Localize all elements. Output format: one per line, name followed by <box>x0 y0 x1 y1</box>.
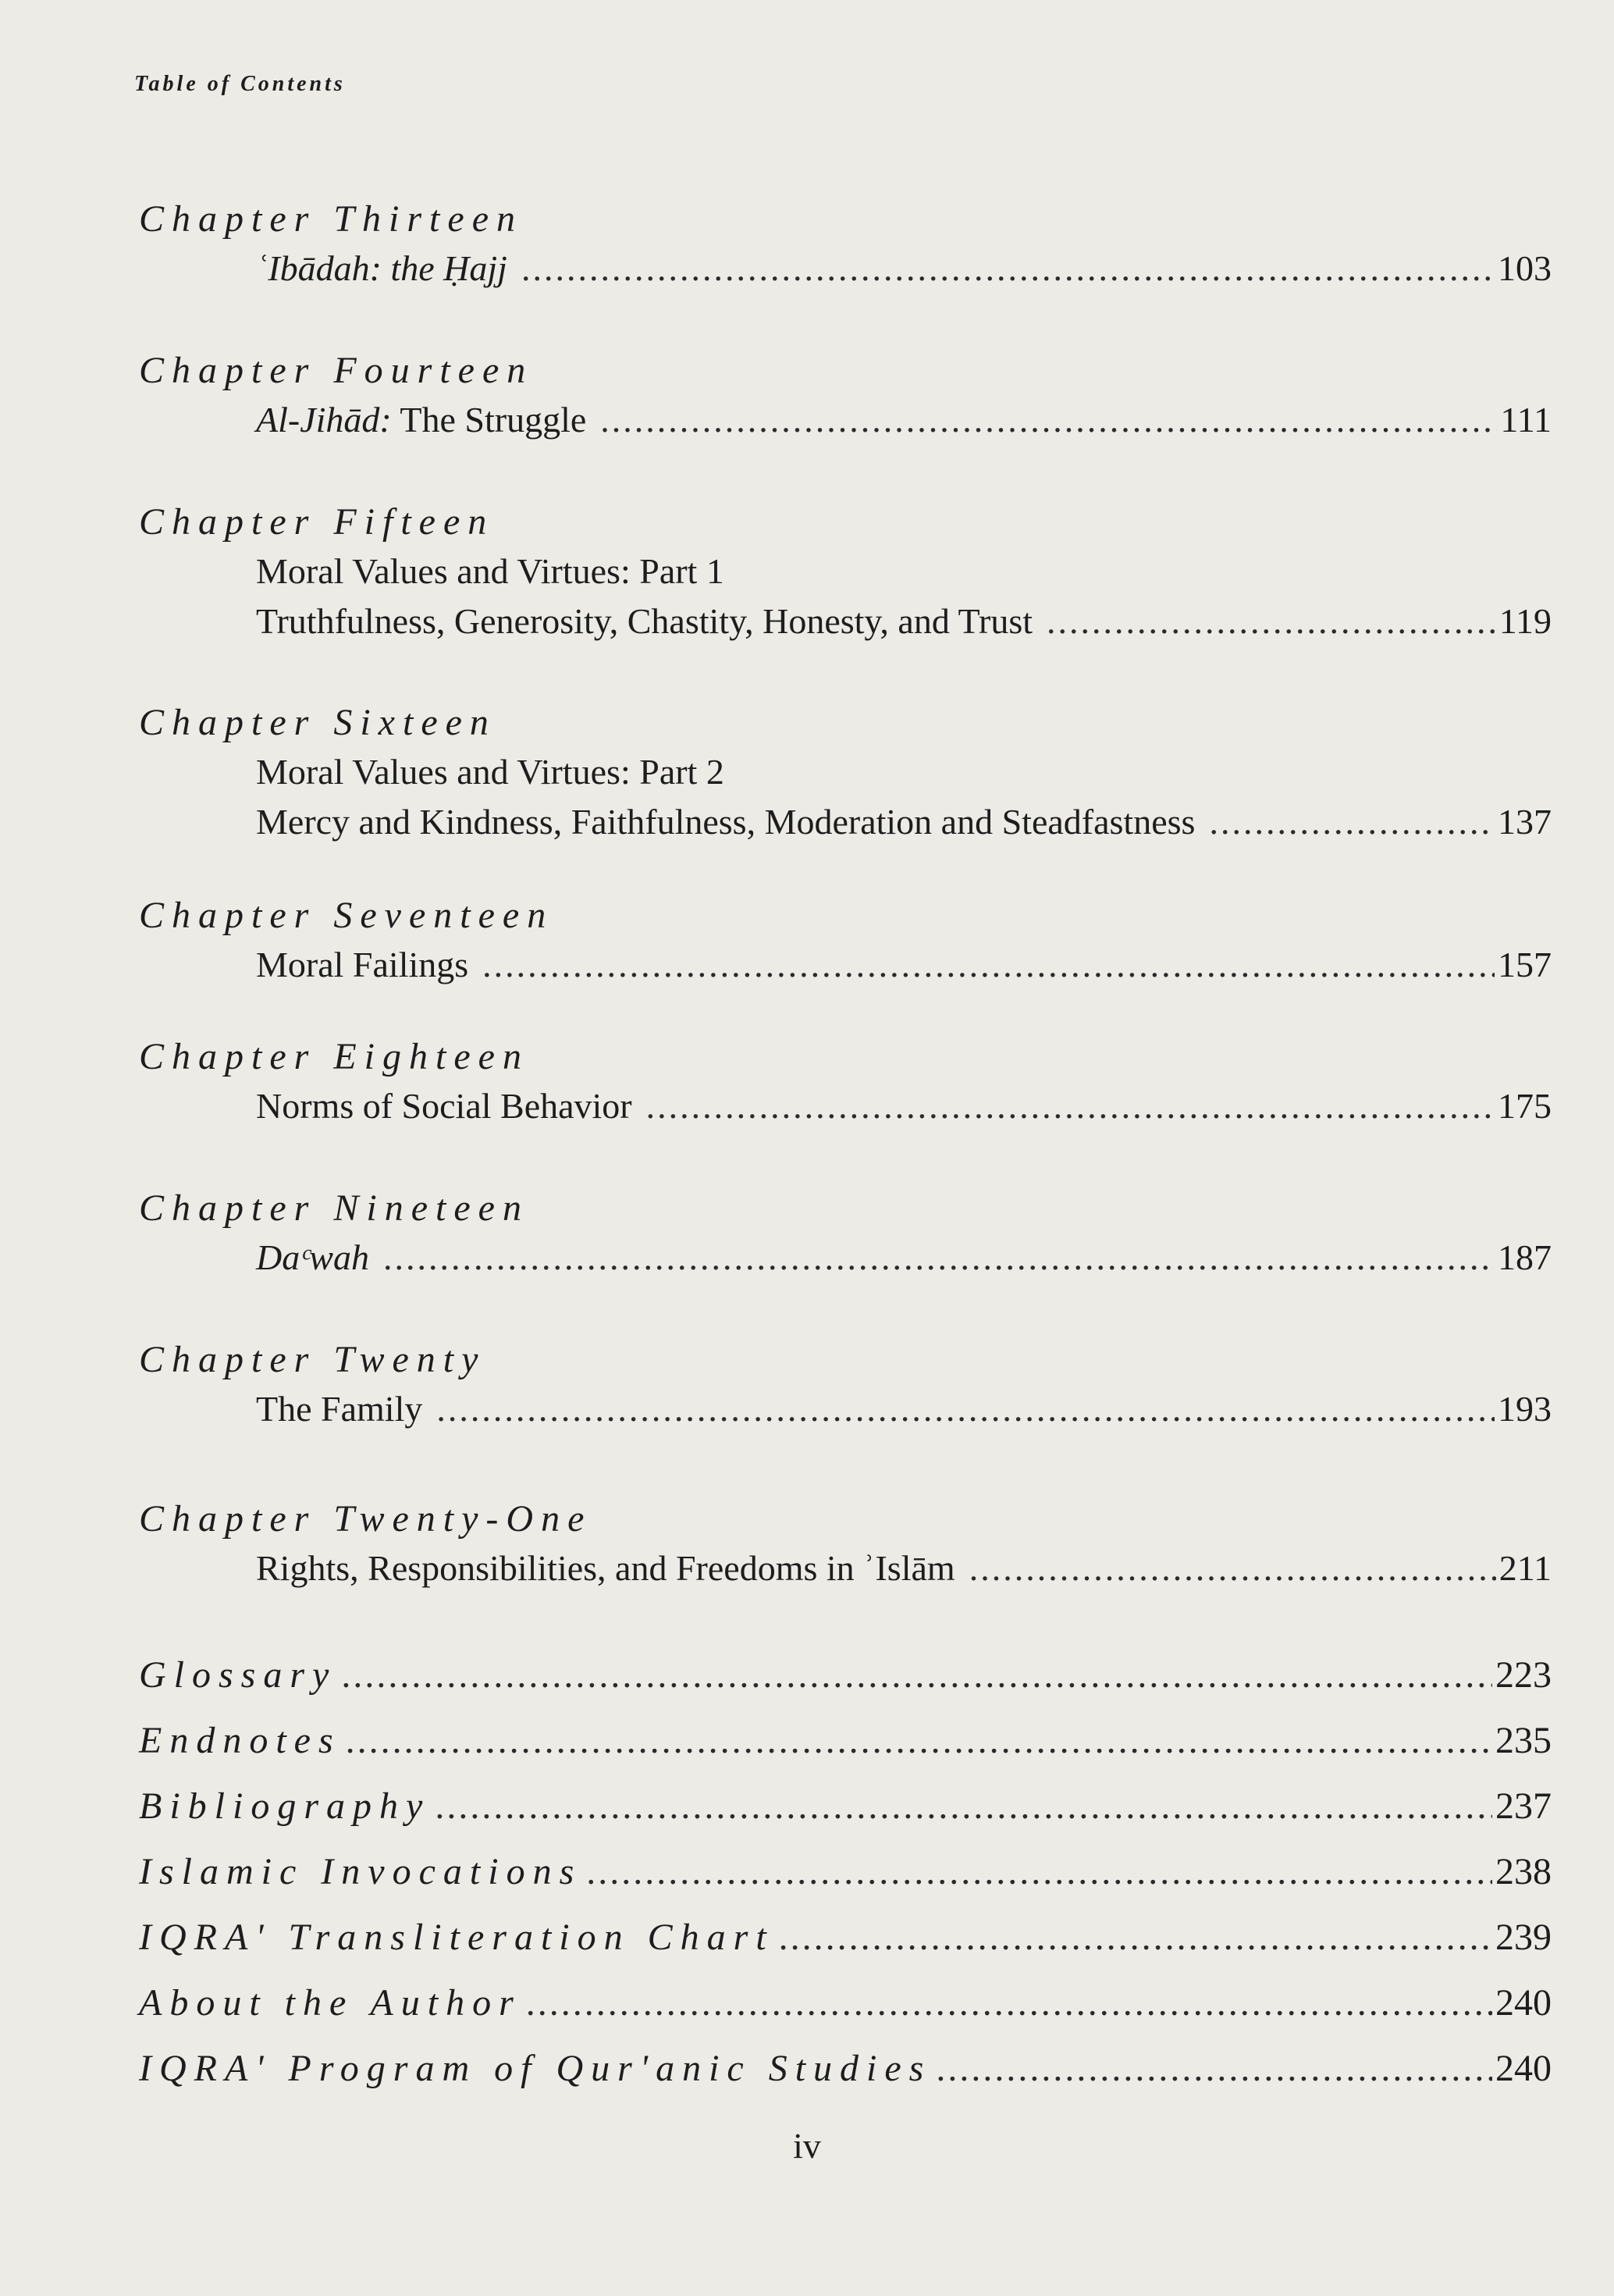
dot-leader <box>600 395 1497 445</box>
page-number: 237 <box>1495 1785 1552 1827</box>
chapter-18 <box>139 1033 1552 1131</box>
toc-entry-subtitle <box>256 747 1552 797</box>
chapter-19 <box>139 1184 1552 1283</box>
entry-title: IQRA' Transliteration Chart <box>139 1917 774 1958</box>
entry-title: Rights, Responsibilities, and Freedoms in ʾIslām <box>256 1548 955 1588</box>
dot-leader <box>482 940 1495 990</box>
toc-entry-about-author[interactable] <box>139 1981 1552 2047</box>
chapter-label: Chapter Eighteen <box>139 1036 529 1077</box>
toc-entry[interactable] <box>256 797 1552 847</box>
entry-title: Mercy and Kindness, Faithfulness, Moderation and Steadfastness <box>256 802 1196 842</box>
chapter-label: Chapter Fourteen <box>139 350 534 391</box>
toc-entry[interactable] <box>256 395 1552 445</box>
page-number: 111 <box>1500 400 1552 440</box>
page-number: 137 <box>1498 802 1552 842</box>
entry-title: Glossary <box>139 1654 337 1696</box>
entry-title: Norms of Social Behavior <box>256 1086 632 1126</box>
page-number: 239 <box>1495 1917 1552 1958</box>
chapter-14 <box>139 347 1552 445</box>
page-number: 240 <box>1495 1982 1552 2024</box>
chapter-label: Chapter Twenty <box>139 1339 486 1380</box>
page-number: 157 <box>1498 945 1552 984</box>
toc-entry[interactable] <box>256 940 1552 990</box>
toc-entry[interactable] <box>256 1233 1552 1283</box>
chapter-label: Chapter Thirteen <box>139 198 523 240</box>
dot-leader <box>646 1081 1495 1131</box>
page-folio: iv <box>793 2126 821 2166</box>
dot-leader <box>936 2047 1492 2090</box>
page-number: 103 <box>1498 248 1552 288</box>
entry-title: Bibliography <box>139 1785 431 1827</box>
page-number: 238 <box>1495 1851 1552 1892</box>
toc-entry-transliteration[interactable] <box>139 1916 1552 1981</box>
dot-leader <box>383 1233 1495 1283</box>
back-matter-list <box>139 1653 1552 2113</box>
chapter-17 <box>139 892 1552 990</box>
toc-entry[interactable] <box>256 1081 1552 1131</box>
chapter-label: Chapter Nineteen <box>139 1187 529 1229</box>
chapter-label: Chapter Sixteen <box>139 702 496 743</box>
entry-title: Moral Values and Virtues: Part 2 <box>256 752 724 792</box>
dot-leader <box>346 1719 1492 1762</box>
toc-entry[interactable] <box>256 1384 1552 1434</box>
entry-title: Moral Failings <box>256 945 469 984</box>
toc-entry-glossary[interactable] <box>139 1653 1552 1719</box>
toc-entry[interactable] <box>256 244 1552 294</box>
entry-title: About the Author <box>139 1982 521 2024</box>
dot-leader <box>586 1850 1492 1893</box>
entry-title: Al-Jihād: The Struggle <box>256 400 587 440</box>
page-number: 235 <box>1495 1720 1552 1761</box>
entry-title: Truthfulness, Generosity, Chastity, Honesty, and Trust <box>256 601 1033 641</box>
entry-title: Islamic Invocations <box>139 1851 582 1892</box>
entry-title: The Family <box>256 1389 423 1429</box>
entry-title: Daᶜwah <box>256 1237 369 1277</box>
toc-entry-bibliography[interactable] <box>139 1785 1552 1850</box>
entry-title-italic: Al-Jihād: <box>256 400 392 440</box>
chapter-label: Chapter Twenty-One <box>139 1498 592 1540</box>
running-head: Table of Contents <box>134 72 346 96</box>
dot-leader <box>521 244 1495 294</box>
chapter-label: Chapter Seventeen <box>139 895 554 936</box>
page-number: 119 <box>1498 601 1552 641</box>
toc-entry-program[interactable] <box>139 2047 1552 2113</box>
toc-entry-subtitle <box>256 546 1552 596</box>
toc-entry[interactable] <box>256 596 1552 646</box>
entry-title: IQRA' Program of Qur'anic Studies <box>139 2048 932 2089</box>
dot-leader <box>435 1785 1492 1828</box>
chapter-16 <box>139 699 1552 847</box>
dot-leader <box>341 1653 1492 1696</box>
page-number: 240 <box>1495 2048 1552 2089</box>
toc-entry-invocations[interactable] <box>139 1850 1552 1916</box>
dot-leader <box>1209 797 1495 847</box>
toc-entry[interactable] <box>256 1543 1552 1593</box>
toc-entry-endnotes[interactable] <box>139 1719 1552 1785</box>
dot-leader <box>969 1543 1496 1593</box>
page-number: 175 <box>1498 1086 1552 1126</box>
chapter-15 <box>139 498 1552 646</box>
entry-title: Endnotes <box>139 1720 341 1761</box>
page-number: 187 <box>1498 1237 1552 1277</box>
entry-title: Moral Values and Virtues: Part 1 <box>256 551 724 591</box>
chapter-label: Chapter Fifteen <box>139 501 495 543</box>
chapter-21 <box>139 1495 1552 1593</box>
dot-leader <box>436 1384 1495 1434</box>
page-number: 211 <box>1498 1548 1552 1588</box>
dot-leader <box>779 1916 1492 1959</box>
dot-leader <box>1047 596 1496 646</box>
entry-title: ʿIbādah: the Ḥajj <box>256 248 507 288</box>
page-number: 223 <box>1495 1654 1552 1696</box>
dot-leader <box>526 1981 1492 2024</box>
chapter-20 <box>139 1336 1552 1434</box>
chapter-13 <box>139 195 1552 294</box>
page-number: 193 <box>1498 1389 1552 1429</box>
